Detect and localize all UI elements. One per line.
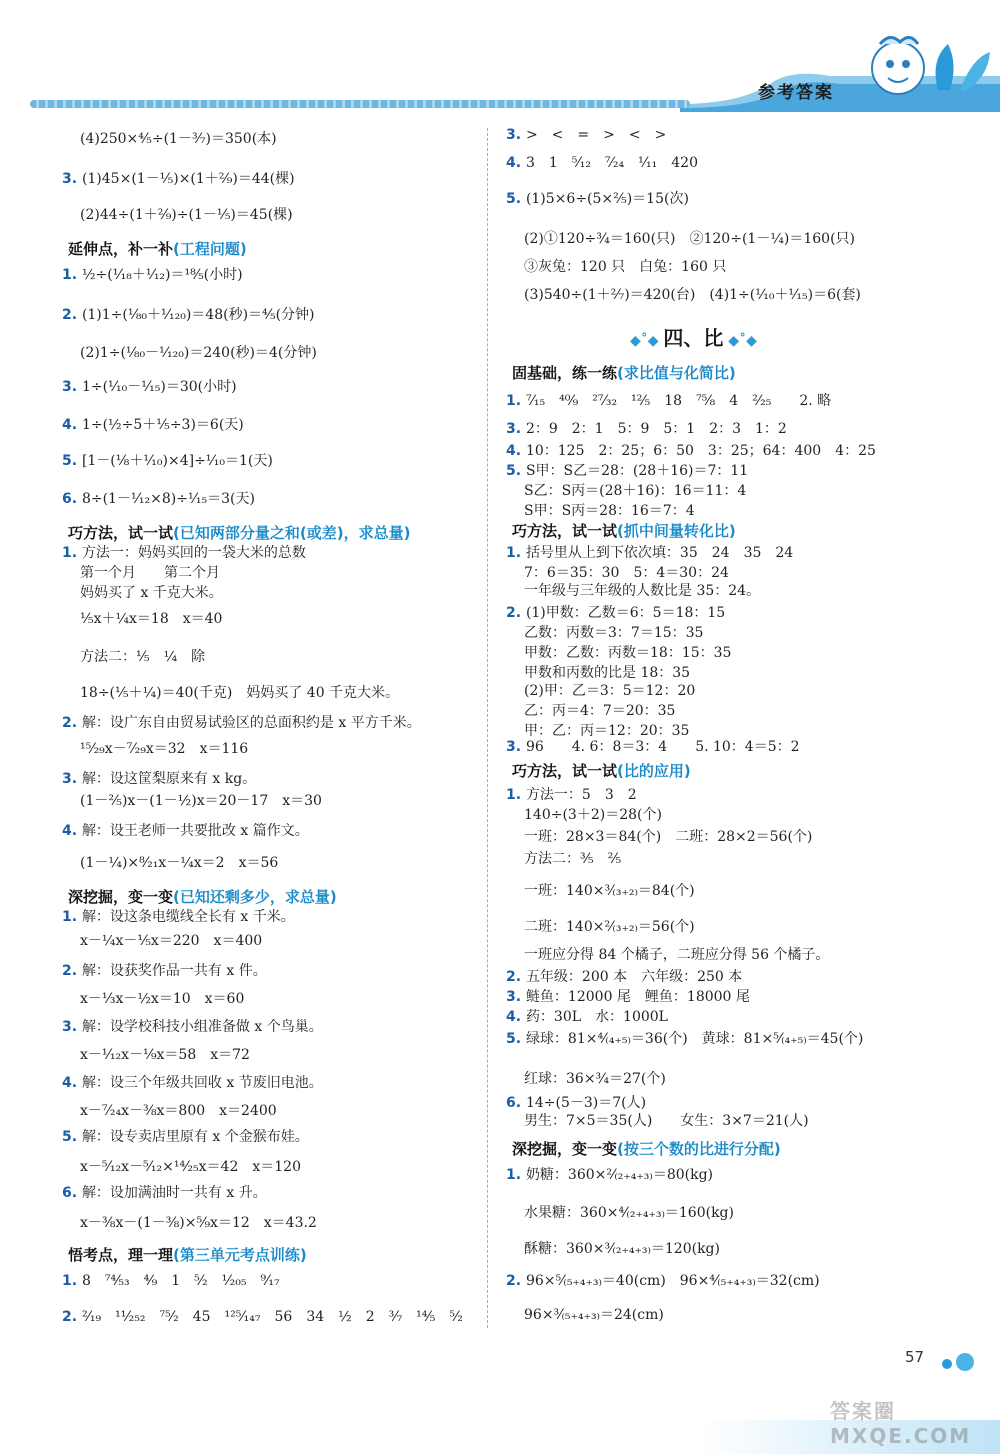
answer-text: S甲：S丙＝28：16＝7：4 [524,503,695,519]
answer-text: > < = > < > [525,127,667,143]
section-subtitle: (抓中间量转化比) [617,522,736,540]
diamond-icon: ◆˚◆ [630,333,664,349]
answer-line [524,624,703,642]
answer-line [524,850,621,868]
answer-text: 18÷(⅕＋¼)＝40(千克) 妈妈买了 40 千克大米。 [80,685,400,701]
answer-text: 妈妈买了 x 千克大米。 [80,585,223,601]
watermark: 答案圈 MXQE.COM [830,1399,972,1448]
answer-text: 7：6＝35：30 5：4＝30：24 [524,565,729,581]
answer-line [524,258,726,276]
item-number: 1. [62,1273,82,1289]
answer-text: 3 1 ⁵⁄₁₂ ⁷⁄₂₄ ¹⁄₁₁ 420 [525,155,698,171]
item-number: 3. [506,421,526,437]
answer-text: (1)5×6÷(5×⅖)＝15(次) [525,191,689,207]
answer-line [62,544,306,562]
item-number: 1. [506,1167,526,1183]
item-number: 5. [506,191,526,207]
answer-line [62,1018,323,1036]
answer-text: 乙：丙＝4：7＝20：35 [524,703,676,719]
item-number: 1. [62,909,82,925]
section-title: 固基础，练一练 [512,364,618,382]
answer-line [506,738,800,756]
item-number: 1. [506,393,526,409]
section-subtitle: (按三个数的比进行分配) [617,1140,781,1158]
answer-line [506,604,725,622]
answer-line [62,452,273,470]
item-number: 4. [506,155,526,171]
answer-line [80,1158,301,1176]
answer-text: 药：30L 水：1000L [525,1009,668,1025]
item-number: 4. [506,443,526,459]
answer-text: ⁷⁄₁₅ ⁴⁰⁄₉ ²⁷⁄₃₂ ¹²⁄₅ 18 ⁷⁵⁄₈ 4 ²⁄₂₅ 2. 略 [525,393,832,409]
answer-line [62,378,237,396]
answer-text: S乙：S丙＝(28＋16)：16＝11：4 [524,483,747,499]
answer-text: 一班：28×3＝84(个) 二班：28×2＝56(个) [524,829,813,845]
answer-line [524,1112,809,1130]
answer-line [506,154,698,172]
page-header-title: 参考答案 [758,83,834,103]
item-number: 6. [62,491,82,507]
answer-line [62,170,295,188]
section-heading [68,1244,307,1265]
answer-line [524,230,855,248]
answer-line [62,416,244,434]
answer-text: 解：设这筐梨原来有 x kg。 [81,771,257,787]
section-title: 深挖掘，变一变 [512,1140,618,1158]
answer-line [62,770,256,788]
answer-line [524,564,729,582]
chapter-heading [630,322,757,351]
answer-text: 甲数：乙数：丙数＝18：15：35 [524,645,732,661]
answer-text: ③灰兔：120 只 白兔：160 只 [524,259,727,275]
answer-text: 方法二：⅗ ⅖ [524,851,622,867]
answer-text: 解：设获奖作品一共有 x 件。 [81,963,267,979]
answer-text: (4)250×⁴⁄₅÷(1－³⁄₇)＝350(本) [80,131,277,147]
answer-line [80,344,317,362]
section-subtitle: (比的应用) [617,762,691,780]
answer-line [524,828,812,846]
answer-text: 解：设加满油时一共有 x 升。 [81,1185,267,1201]
answer-text: 96 4. 6：8＝3：4 5. 10：4＝5：2 [525,739,800,755]
answer-line [80,610,222,628]
item-number: 6. [506,1095,526,1111]
answer-line [506,1008,668,1026]
section-subtitle: (第三单元考点训练) [173,1246,307,1264]
item-number: 3. [62,171,82,187]
answer-text: S甲：S乙＝28：(28＋16)＝7：11 [525,463,749,479]
answer-line [524,1204,734,1222]
answer-text: 鲢鱼：12000 尾 鲤鱼：18000 尾 [525,989,750,1005]
answer-text: x－⅜x－(1－⅜)×⁵⁄₉x＝12 x＝43.2 [80,1215,317,1231]
answer-text: x－⅓x－½x＝10 x＝60 [80,991,245,1007]
answer-text: 96×⁵⁄₍₅₊₄₊₃₎＝40(cm) 96×⁴⁄₍₅₊₄₊₃₎＝32(cm) [525,1273,820,1289]
answer-line [524,582,760,600]
answer-text: (2)甲：乙＝3：5＝12：20 [524,683,696,699]
answer-text: (3)540÷(1＋²⁄₇)＝420(台) (4)1÷(¹⁄₁₀＋¹⁄₁₅)＝6(套) [524,287,861,303]
answer-line [62,714,421,732]
mascot-illustration [860,30,995,110]
answer-text: ²⁄₁₉ ¹¹⁄₂₅₂ ⁷⁵⁄₂ 45 ¹²⁵⁄₁₄₇ 56 34 ½ 2 ³⁄₇ ¹⁴⁄₅ ⁵⁄₂ [81,1309,463,1325]
item-number: 2. [506,1273,526,1289]
item-number: 4. [62,1075,82,1091]
answer-line [80,130,277,148]
answer-line [506,126,666,144]
answer-line [62,908,295,926]
answer-text: 96×³⁄₍₅₊₄₊₃₎＝24(cm) [524,1307,664,1323]
answer-line [524,882,695,900]
item-number: 3. [506,127,526,143]
answer-text: 绿球：81×⁴⁄₍₄₊₅₎＝36(个) 黄球：81×⁵⁄₍₄₊₅₎＝45(个) [525,1031,864,1047]
item-number: 5. [506,1031,526,1047]
item-number: 3. [62,771,82,787]
answer-line [524,1306,664,1324]
answer-text: 奶糖：360×²⁄₍₂₊₄₊₃₎＝80(kg) [525,1167,714,1183]
item-number: 2. [62,307,82,323]
answer-line [80,854,278,872]
page-number-decoration [935,1346,985,1376]
answer-line [524,702,675,720]
answer-text: 解：设这条电缆线全长有 x 千米。 [81,909,295,925]
answer-line [62,1128,309,1146]
answer-line [506,988,750,1006]
answer-text: 1÷(½÷5＋⅕÷3)＝6(天) [81,417,244,433]
section-heading [68,522,410,543]
item-number: 4. [506,1009,526,1025]
section-title: 延伸点，补一补 [68,240,174,258]
answer-text: 方法一：5 3 2 [525,787,637,803]
section-heading [512,520,736,541]
answer-text: 乙数：丙数＝3：7＝15：35 [524,625,704,641]
answer-text: 8 ⁷⁴⁄₅₃ ⁴⁄₉ 1 ⁵⁄₂ ¹⁄₂₀₅ ⁹⁄₁₇ [81,1273,280,1289]
answer-line [62,1074,323,1092]
section-heading [68,238,247,259]
answer-line [62,266,243,284]
answer-line [524,1070,666,1088]
answer-text: (2)1÷(¹⁄₈₀－¹⁄₁₂₀)＝240(秒)＝4(分钟) [80,345,317,361]
answer-text: (1)甲数：乙数＝6：5＝18：15 [525,605,726,621]
answer-text: 解：设王老师一共要批改 x 篇作文。 [81,823,309,839]
answer-line [506,544,793,562]
answer-line [80,792,322,810]
item-number: 1. [506,787,526,803]
answer-line [524,806,662,824]
item-number: 6. [62,1185,82,1201]
item-number: 4. [62,417,82,433]
answer-text: x－⁷⁄₂₄x－⅜x＝800 x＝2400 [80,1103,277,1119]
chapter-title: 四、比 [663,326,724,350]
item-number: 1. [506,545,526,561]
answer-line [62,490,255,508]
answer-text: 水果糖：360×⁴⁄₍₂₊₄₊₃₎＝160(kg) [524,1205,734,1221]
answer-line [524,1240,720,1258]
section-heading [68,886,337,907]
answer-line [80,206,293,224]
answer-text: (1－⅖)x－(1－½)x＝20－17 x＝30 [80,793,322,809]
section-heading [512,760,691,781]
answer-line [524,682,695,700]
answer-text: [1－(⅛＋¹⁄₁₀)×4]÷¹⁄₁₀＝1(天) [81,453,273,469]
answer-text: 解：设三个年级共回收 x 节废旧电池。 [81,1075,323,1091]
answer-line [506,1030,863,1048]
page-number: 57 [905,1348,925,1366]
section-subtitle: (已知还剩多少，求总量) [173,888,337,906]
answer-text: (2)44÷(1＋²⁄₉)÷(1－¹⁄₅)＝45(棵) [80,207,293,223]
item-number: 5. [62,453,82,469]
answer-line [524,946,829,964]
answer-line [506,442,876,460]
answer-line [524,286,861,304]
section-heading [512,362,736,383]
item-number: 2. [62,715,82,731]
answer-line [62,1184,267,1202]
section-title: 深挖掘，变一变 [68,888,174,906]
answer-line [506,1272,820,1290]
answer-text: x－¹⁄₁₂x－⅑x＝58 x＝72 [80,1047,250,1063]
item-number: 5. [62,1129,82,1145]
item-number: 3. [62,379,82,395]
answer-line [524,482,746,500]
answer-text: x－⁵⁄₁₂x－⁵⁄₁₂×¹⁴⁄₂₅x＝42 x＝120 [80,1159,301,1175]
answer-text: 14÷(5－3)＝7(人) [525,1095,647,1111]
answer-line [524,502,695,520]
answer-text: ¹⁵⁄₂₉x－⁷⁄₂₉x＝32 x＝116 [80,741,249,757]
answer-text: 第一个月 第二个月 [80,565,220,581]
answer-line [62,822,309,840]
answer-text: 方法二：⅕ ¼ 除 [80,649,206,665]
answer-text: 2：9 2：1 5：9 5：1 2：3 1：2 [525,421,787,437]
answer-text: ½÷(¹⁄₁₈＋¹⁄₁₂)＝¹⁸⁄₅(小时) [81,267,243,283]
answer-line [506,1094,646,1112]
section-title: 巧方法，试一试 [512,762,618,780]
answer-line [80,1214,317,1232]
item-number: 5. [506,463,526,479]
answer-text: 一班：140×³⁄₍₃₊₂₎＝84(个) [524,883,695,899]
answer-line [80,1102,277,1120]
answer-line [80,564,220,582]
answer-line [62,1272,280,1290]
section-subtitle: (求比值与化简比) [617,364,736,382]
answer-text: 10：125 2：25；6：50 3：25；64：400 4：25 [525,443,876,459]
answer-text: 括号里从上到下依次填：35 24 35 24 [525,545,794,561]
item-number: 4. [62,823,82,839]
column-divider [487,128,488,1328]
answer-line [524,918,695,936]
item-number: 2. [62,963,82,979]
answer-line [506,1166,713,1184]
answer-text: x－¼x－⅕x＝220 x＝400 [80,933,263,949]
answer-line [80,584,223,602]
answer-text: (1)45×(1－¹⁄₅)×(1＋²⁄₉)＝44(棵) [81,171,295,187]
answer-text: (1)1÷(¹⁄₈₀＋¹⁄₁₂₀)＝48(秒)＝⁴⁄₅(分钟) [81,307,315,323]
answer-line [506,968,742,986]
answer-line [524,644,731,662]
answer-text: 甲数和丙数的比是 18：35 [524,665,691,681]
item-number: 1. [62,545,82,561]
answer-text: (1－¼)×⁸⁄₂₁x－¼x＝2 x＝56 [80,855,279,871]
section-subtitle: (已知两部分量之和(或差)，求总量) [173,524,411,542]
section-title: 巧方法，试一试 [68,524,174,542]
answer-text: 1÷(¹⁄₁₀－¹⁄₁₅)＝30(小时) [81,379,237,395]
answer-text: 140÷(3＋2)＝28(个) [524,807,662,823]
answer-text: 酥糖：360×³⁄₍₂₊₄₊₃₎＝120(kg) [524,1241,720,1257]
item-number: 2. [506,605,526,621]
answer-line [80,648,205,666]
item-number: 3. [506,989,526,1005]
header-rule [30,100,690,108]
answer-text: 解：设广东自由贸易试验区的总面积约是 x 平方千米。 [81,715,421,731]
answer-line [80,740,248,758]
answer-line [506,462,748,480]
answer-text: 一班应分得 84 个橘子，二班应分得 56 个橘子。 [524,947,830,963]
answer-line [506,392,831,410]
answer-text: 解：设专卖店里原有 x 个金猴布娃。 [81,1129,309,1145]
answer-line [506,420,787,438]
answer-text: 方法一：妈妈买回的一袋大米的总数 [81,545,306,561]
item-number: 3. [506,739,526,755]
answer-text: (2)①120÷¾＝160(只) ②120÷(1－¼)＝160(只) [524,231,855,247]
answer-text: 8÷(1－¹⁄₁₂×8)÷¹⁄₁₅＝3(天) [81,491,255,507]
answer-line [524,664,690,682]
diamond-icon: ◆˚◆ [723,333,757,349]
section-title: 巧方法，试一试 [512,522,618,540]
answer-line [80,990,244,1008]
answer-text: 红球：36×¾＝27(个) [524,1071,666,1087]
answer-text: 五年级：200 本 六年级：250 本 [525,969,743,985]
answer-text: 甲：乙：丙＝12：20：35 [524,723,690,739]
answer-text: 男生：7×5＝35(人) 女生：3×7＝21(人) [524,1113,809,1129]
item-number: 2. [62,1309,82,1325]
item-number: 3. [62,1019,82,1035]
section-title: 悟考点，理一理 [68,1246,174,1264]
answer-text: 二班：140×²⁄₍₃₊₂₎＝56(个) [524,919,695,935]
answer-line [506,190,689,208]
item-number: 2. [506,969,526,985]
answer-text: 一年级与三年级的人数比是 35：24。 [524,583,761,599]
answer-line [80,932,262,950]
answer-line [80,684,399,702]
answer-line [62,306,315,324]
answer-text: 解：设学校科技小组准备做 x 个鸟巢。 [81,1019,323,1035]
item-number: 1. [62,267,82,283]
answer-line [80,1046,250,1064]
section-heading [512,1138,781,1159]
answer-text: ⅕x＋¼x＝18 x＝40 [80,611,223,627]
answer-line [62,962,267,980]
answer-line [62,1308,463,1326]
answer-line [506,786,637,804]
section-subtitle: (工程问题) [173,240,247,258]
